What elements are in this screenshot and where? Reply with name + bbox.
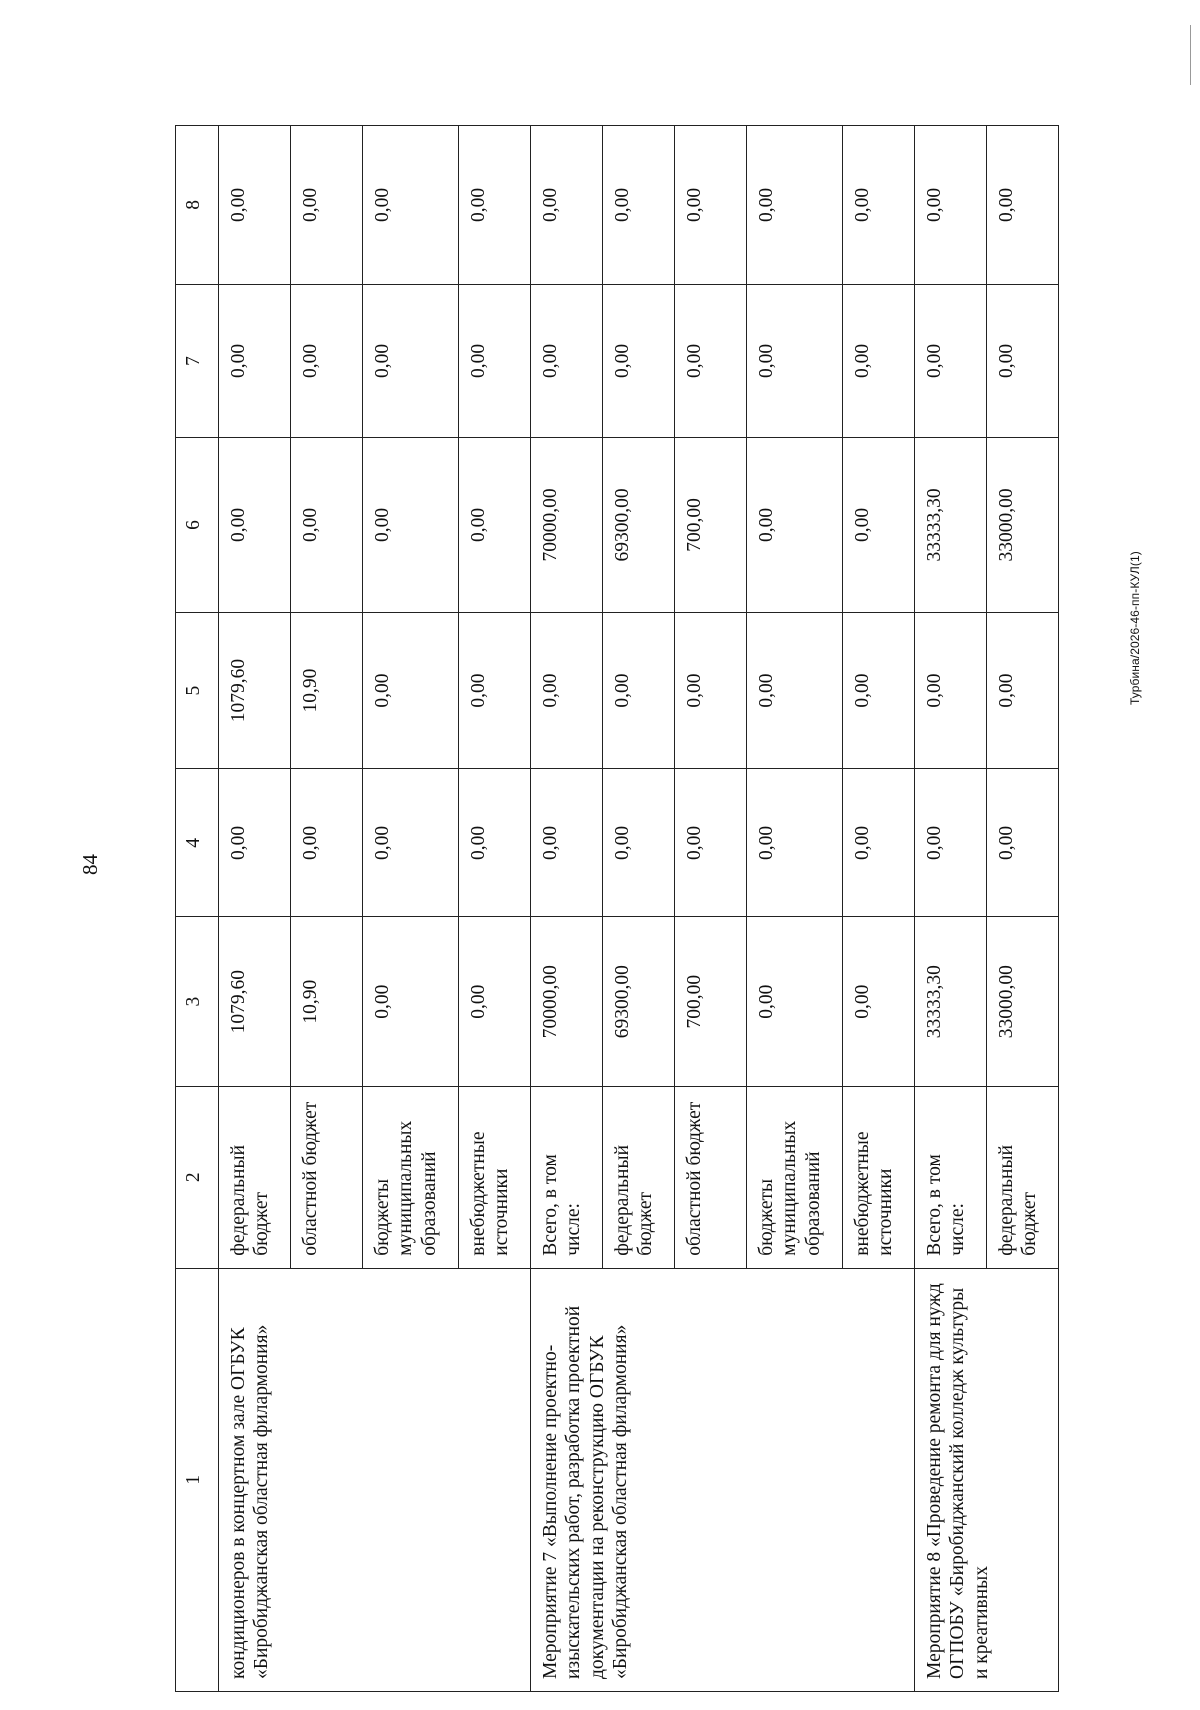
value-cell: 0,00 [843, 284, 915, 437]
value-cell: 0,00 [363, 126, 459, 285]
value-cell: 69300,00 [603, 917, 675, 1086]
value-cell: 0,00 [219, 126, 291, 285]
funding-source: областной бюджет [291, 1086, 363, 1268]
value-cell: 0,00 [531, 612, 603, 769]
column-header: 1 [176, 1268, 219, 1691]
value-cell: 0,00 [459, 612, 531, 769]
value-cell: 0,00 [459, 126, 531, 285]
value-cell: 0,00 [915, 126, 987, 285]
activity-name: Мероприятие 7 «Выполнение проектно-изыскательских работ, разработка проектной документации на реконструкцию ОГБУК «Биробиджанская областная филармония» [531, 1268, 915, 1691]
value-cell: 0,00 [459, 284, 531, 437]
funding-source: бюджеты муниципальных образований [363, 1086, 459, 1268]
table-row [219, 126, 291, 1692]
activity-name: кондиционеров в концертном зале ОГБУК «Биробиджанская областная филармония» [219, 1268, 531, 1691]
value-cell: 0,00 [675, 284, 747, 437]
value-cell: 0,00 [219, 769, 291, 917]
value-cell: 0,00 [363, 769, 459, 917]
document-footer: Турбина/2026-46-пп-КУЛ(1) [1128, 551, 1142, 705]
page-number: 84 [78, 854, 102, 875]
value-cell: 0,00 [459, 769, 531, 917]
funding-source: Всего, в том числе: [915, 1086, 987, 1268]
value-cell: 0,00 [363, 917, 459, 1086]
column-header: 4 [176, 769, 219, 917]
value-cell: 0,00 [987, 284, 1059, 437]
value-cell: 10,90 [291, 612, 363, 769]
table-row [531, 126, 603, 1692]
value-cell: 70000,00 [531, 917, 603, 1086]
value-cell: 0,00 [531, 284, 603, 437]
funding-source: областной бюджет [675, 1086, 747, 1268]
value-cell: 700,00 [675, 438, 747, 613]
value-cell: 0,00 [843, 438, 915, 613]
value-cell: 0,00 [675, 126, 747, 285]
value-cell: 0,00 [747, 917, 843, 1086]
value-cell: 33333,30 [915, 917, 987, 1086]
value-cell: 33333,30 [915, 438, 987, 613]
value-cell: 0,00 [987, 769, 1059, 917]
value-cell: 69300,00 [603, 438, 675, 613]
value-cell: 0,00 [291, 284, 363, 437]
value-cell: 0,00 [747, 126, 843, 285]
value-cell: 33000,00 [987, 917, 1059, 1086]
column-header: 5 [176, 612, 219, 769]
value-cell: 0,00 [747, 438, 843, 613]
value-cell: 0,00 [291, 126, 363, 285]
value-cell: 0,00 [603, 284, 675, 437]
value-cell: 0,00 [459, 438, 531, 613]
funding-table [175, 125, 1059, 1692]
activity-name: Мероприятие 8 «Проведение ремонта для нужд ОГПОБУ «Биробиджанский колледж культуры и креативных [915, 1268, 1059, 1691]
value-cell: 0,00 [747, 284, 843, 437]
column-header: 6 [176, 438, 219, 613]
value-cell: 0,00 [915, 769, 987, 917]
funding-source: федеральный бюджет [987, 1086, 1059, 1268]
value-cell: 0,00 [219, 284, 291, 437]
value-cell: 0,00 [219, 438, 291, 613]
value-cell: 0,00 [747, 769, 843, 917]
funding-source: федеральный бюджет [219, 1086, 291, 1268]
value-cell: 0,00 [603, 612, 675, 769]
column-header: 7 [176, 284, 219, 437]
value-cell: 0,00 [531, 126, 603, 285]
funding-source: внебюджетные источники [459, 1086, 531, 1268]
value-cell: 0,00 [843, 917, 915, 1086]
column-header: 8 [176, 126, 219, 285]
table-row [915, 126, 987, 1692]
value-cell: 0,00 [363, 612, 459, 769]
funding-source: внебюджетные источники [843, 1086, 915, 1268]
value-cell: 0,00 [603, 126, 675, 285]
value-cell: 0,00 [459, 917, 531, 1086]
funding-source: бюджеты муниципальных образований [747, 1086, 843, 1268]
funding-source: Всего, в том числе: [531, 1086, 603, 1268]
value-cell: 0,00 [531, 769, 603, 917]
value-cell: 0,00 [915, 612, 987, 769]
column-header: 2 [176, 1086, 219, 1268]
value-cell: 0,00 [675, 612, 747, 769]
value-cell: 1079,60 [219, 612, 291, 769]
value-cell: 0,00 [291, 438, 363, 613]
column-number-row [176, 126, 219, 1692]
funding-source: федеральный бюджет [603, 1086, 675, 1268]
value-cell: 0,00 [843, 126, 915, 285]
value-cell: 0,00 [987, 126, 1059, 285]
value-cell: 0,00 [363, 438, 459, 613]
value-cell: 0,00 [603, 769, 675, 917]
value-cell: 700,00 [675, 917, 747, 1086]
scan-mark [1190, 25, 1191, 85]
value-cell: 10,90 [291, 917, 363, 1086]
value-cell: 0,00 [915, 284, 987, 437]
value-cell: 33000,00 [987, 438, 1059, 613]
column-header: 3 [176, 917, 219, 1086]
value-cell: 0,00 [675, 769, 747, 917]
value-cell: 0,00 [363, 284, 459, 437]
value-cell: 70000,00 [531, 438, 603, 613]
value-cell: 0,00 [843, 612, 915, 769]
value-cell: 1079,60 [219, 917, 291, 1086]
value-cell: 0,00 [291, 769, 363, 917]
value-cell: 0,00 [987, 612, 1059, 769]
value-cell: 0,00 [747, 612, 843, 769]
value-cell: 0,00 [843, 769, 915, 917]
